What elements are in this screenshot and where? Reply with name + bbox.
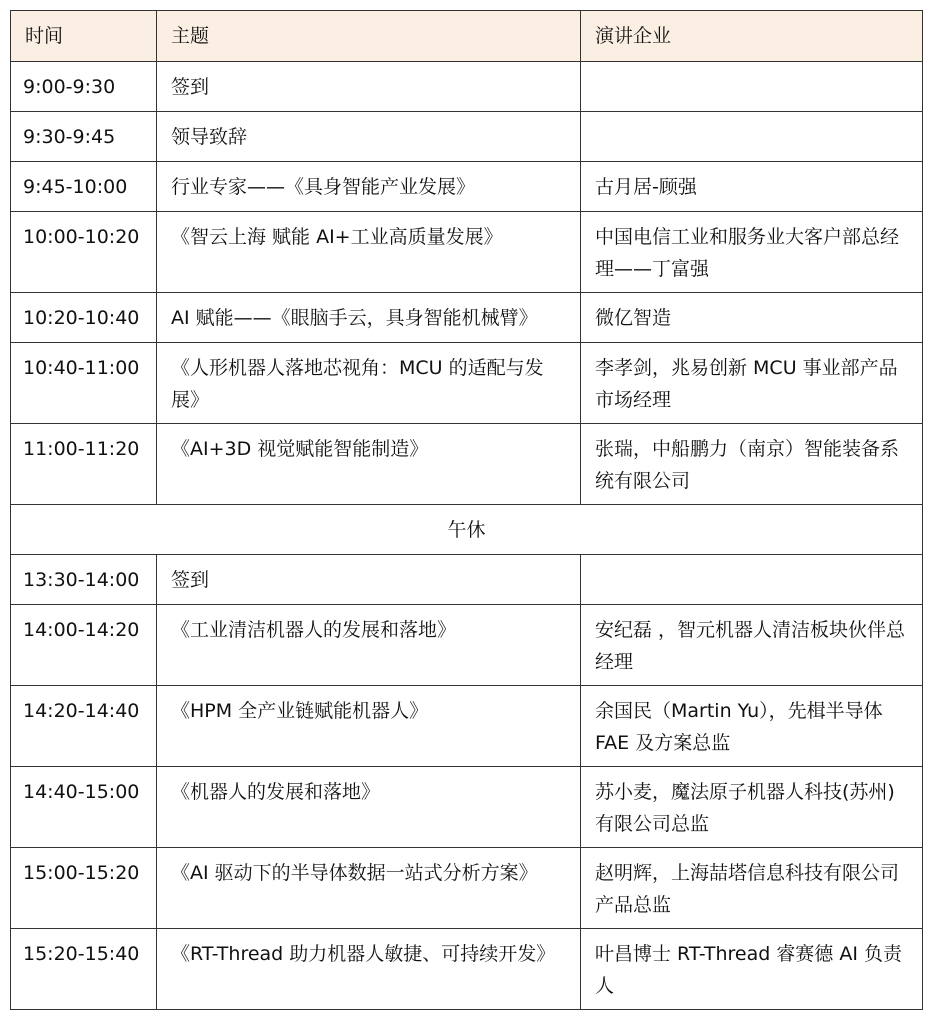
topic-cell: 《工业清洁机器人的发展和落地》 [157,605,581,686]
table-row [11,686,923,767]
time-cell: 14:40-15:00 [11,767,157,848]
company-cell: 安纪磊 ，智元机器人清洁板块伙伴总经理 [581,605,923,686]
topic-cell: 签到 [157,62,581,112]
header-time: 时间 [11,11,157,62]
topic-cell: AI 赋能——《眼脑手云，具身智能机械臂》 [157,293,581,343]
table-row [11,212,923,293]
table-row [11,555,923,605]
company-cell: 张瑞，中船鹏力（南京）智能装备系统有限公司 [581,424,923,505]
table-row [11,605,923,686]
company-cell [581,112,923,162]
company-cell: 李孝剑，兆易创新 MCU 事业部产品市场经理 [581,343,923,424]
topic-cell: 签到 [157,555,581,605]
company-cell [581,555,923,605]
agenda-table [10,10,923,1010]
time-cell: 15:20-15:40 [11,929,157,1010]
topic-cell: 《AI+3D 视觉赋能智能制造》 [157,424,581,505]
topic-cell: 领导致辞 [157,112,581,162]
time-cell: 13:30-14:00 [11,555,157,605]
company-cell: 苏小麦，魔法原子机器人科技(苏州)有限公司总监 [581,767,923,848]
time-cell: 10:00-10:20 [11,212,157,293]
table-row [11,112,923,162]
company-cell: 赵明辉，上海喆塔信息科技有限公司 产品总监 [581,848,923,929]
topic-cell: 《智云上海 赋能 AI+工业高质量发展》 [157,212,581,293]
company-cell: 叶昌博士 RT-Thread 睿赛德 AI 负责人 [581,929,923,1010]
table-row [11,293,923,343]
time-cell: 10:40-11:00 [11,343,157,424]
topic-cell: 《HPM 全产业链赋能机器人》 [157,686,581,767]
topic-cell: 行业专家——《具身智能产业发展》 [157,162,581,212]
time-cell: 14:00-14:20 [11,605,157,686]
company-cell: 余国民（Martin Yu），先楫半导体 FAE 及方案总监 [581,686,923,767]
break-row [11,505,923,555]
header-topic: 主题 [157,11,581,62]
header-company: 演讲企业 [581,11,923,62]
company-cell: 古月居-顾强 [581,162,923,212]
company-cell: 中国电信工业和服务业大客户部总经理——丁富强 [581,212,923,293]
header-row [11,11,923,62]
company-cell [581,62,923,112]
break-cell: 午休 [11,505,923,555]
topic-cell: 《AI 驱动下的半导体数据一站式分析方案》 [157,848,581,929]
topic-cell: 《人形机器人落地芯视角：MCU 的适配与发展》 [157,343,581,424]
table-row [11,929,923,1010]
table-row [11,62,923,112]
company-cell: 微亿智造 [581,293,923,343]
topic-cell: 《RT-Thread 助力机器人敏捷、可持续开发》 [157,929,581,1010]
topic-cell: 《机器人的发展和落地》 [157,767,581,848]
time-cell: 15:00-15:20 [11,848,157,929]
table-row [11,767,923,848]
time-cell: 9:00-9:30 [11,62,157,112]
table-row [11,424,923,505]
time-cell: 9:45-10:00 [11,162,157,212]
time-cell: 14:20-14:40 [11,686,157,767]
table-row [11,848,923,929]
table-row [11,343,923,424]
time-cell: 11:00-11:20 [11,424,157,505]
time-cell: 9:30-9:45 [11,112,157,162]
time-cell: 10:20-10:40 [11,293,157,343]
table-row [11,162,923,212]
